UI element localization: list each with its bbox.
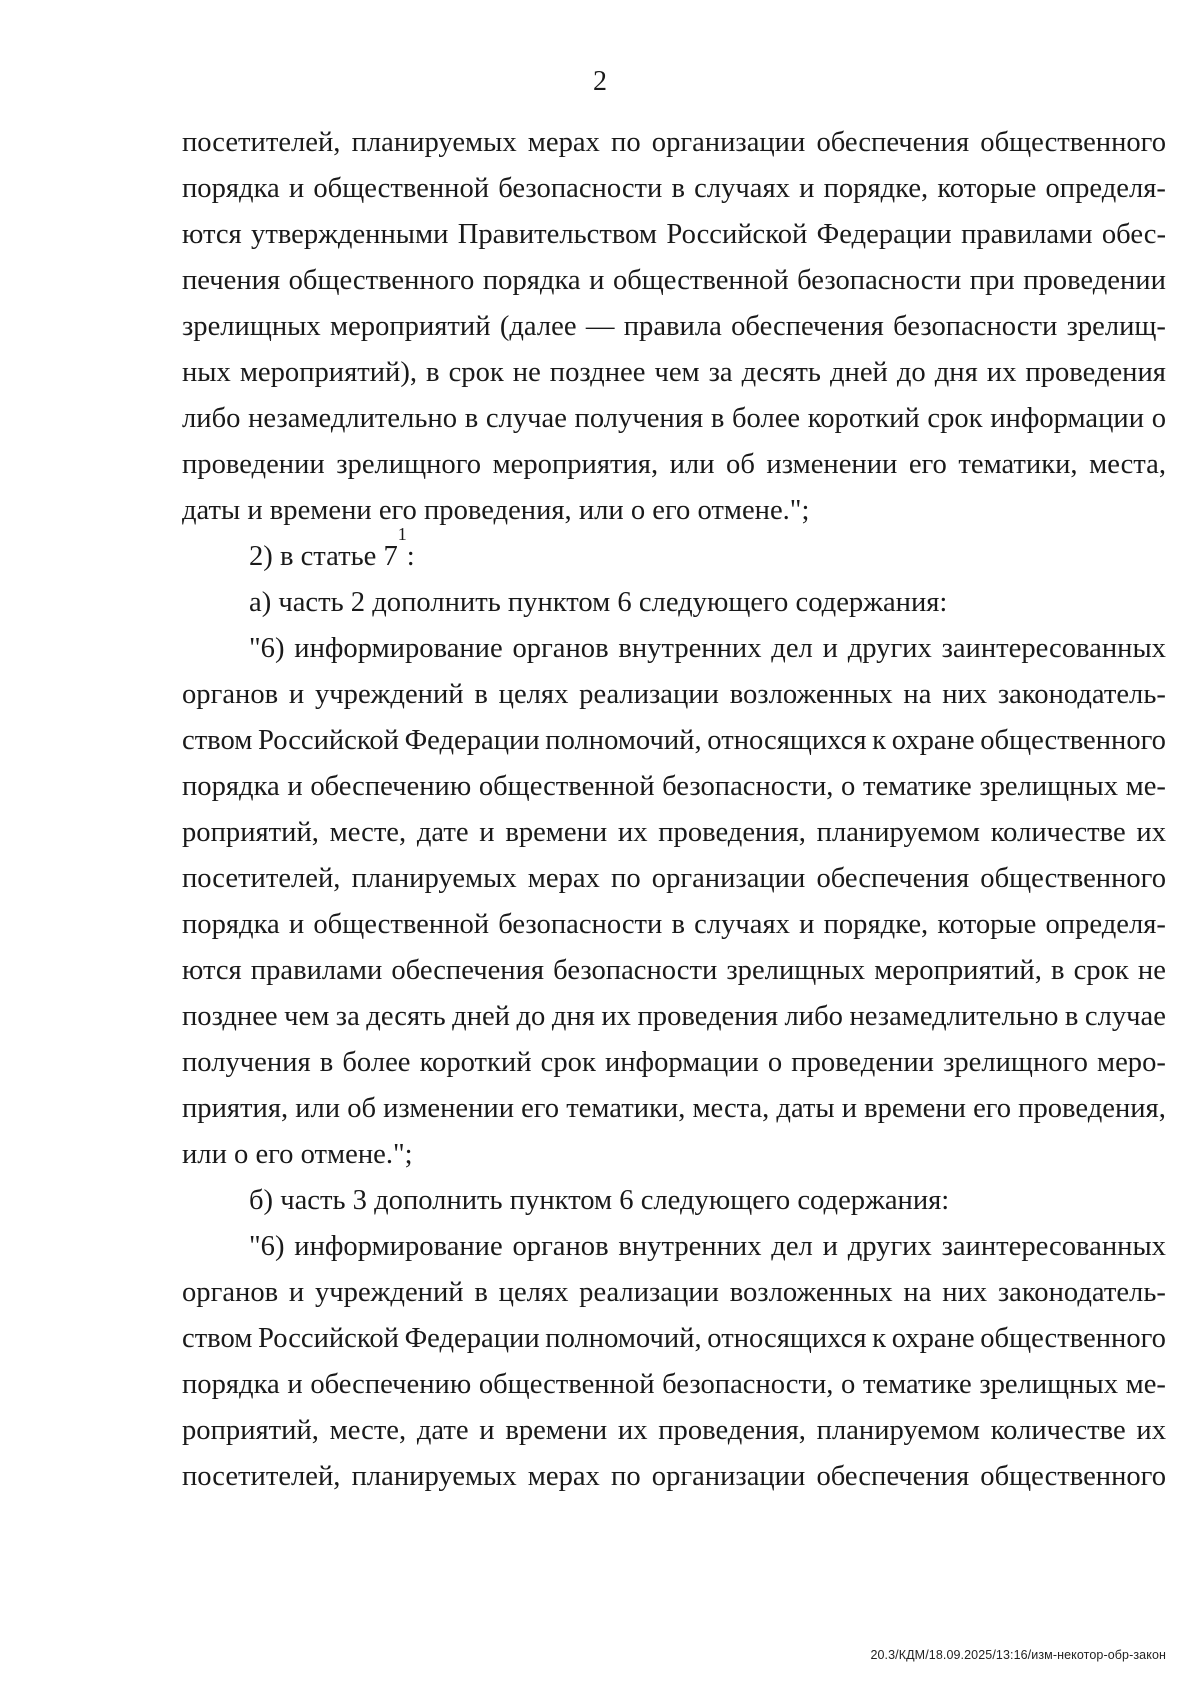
- text-line: или о его отмене.";: [182, 1139, 413, 1170]
- text-line: ных мероприятий), в срок не позднее чем за десять дней до дня их проведения: [182, 357, 1166, 388]
- text-line: порядка и общественной безопасности в случаях и порядке, которые определя-: [182, 909, 1166, 940]
- footer-document-code: 20.3/КДМ/18.09.2025/13:16/изм-некотор-обр-закон: [870, 1648, 1166, 1662]
- text-line: ются правилами обеспечения безопасности зрелищных мероприятий, в срок не: [182, 955, 1166, 986]
- text-line: даты и времени его проведения, или о его отмене.";: [182, 495, 810, 526]
- paragraph: [182, 580, 1166, 626]
- text-line: роприятий, месте, дате и времени их проведения, планируемом количестве их: [182, 1415, 1166, 1446]
- text-line: получения в более короткий срок информации о проведении зрелищного меро-: [182, 1047, 1166, 1078]
- text-line: ством Российской Федерации полномочий, относящихся к охране общественного: [182, 725, 1166, 756]
- text-line: а) часть 2 дополнить пунктом 6 следующего содержания:: [249, 587, 948, 618]
- paragraph: [182, 524, 1166, 580]
- text-line: "6) информирование органов внутренних дел и других заинтересованных: [249, 633, 1166, 664]
- text-line: порядка и обеспечению общественной безопасности, о тематике зрелищных ме-: [182, 771, 1166, 802]
- text-line: проведении зрелищного мероприятия, или об изменении его тематики, места,: [182, 449, 1166, 480]
- text-line: посетителей, планируемых мерах по организации обеспечения общественного: [182, 127, 1166, 158]
- paragraph: [182, 1178, 1166, 1224]
- text-line: посетителей, планируемых мерах по организации обеспечения общественного: [182, 1461, 1166, 1492]
- paragraph: [182, 1224, 1166, 1500]
- document-body: [182, 120, 1166, 1500]
- text-line: б) часть 3 дополнить пунктом 6 следующего содержания:: [249, 1185, 950, 1216]
- text-line: посетителей, планируемых мерах по организации обеспечения общественного: [182, 863, 1166, 894]
- text-line: роприятий, месте, дате и времени их проведения, планируемом количестве их: [182, 817, 1166, 848]
- text-line: приятия, или об изменении его тематики, места, даты и времени его проведения,: [182, 1093, 1166, 1124]
- text-line: "6) информирование органов внутренних дел и других заинтересованных: [249, 1231, 1166, 1262]
- text-line: позднее чем за десять дней до дня их проведения либо незамедлительно в случае: [182, 1001, 1166, 1032]
- page-number: 2: [593, 66, 607, 97]
- text-line: 2) в статье 7 1 :: [182, 534, 1166, 580]
- text-line: органов и учреждений в целях реализации возложенных на них законодатель-: [182, 679, 1166, 710]
- text-line: органов и учреждений в целях реализации возложенных на них законодатель-: [182, 1277, 1166, 1308]
- text-line: ством Российской Федерации полномочий, относящихся к охране общественного: [182, 1323, 1166, 1354]
- paragraph: [182, 626, 1166, 1178]
- text-line: порядка и общественной безопасности в случаях и порядке, которые определя-: [182, 173, 1166, 204]
- text-line: печения общественного порядка и общественной безопасности при проведении: [182, 265, 1166, 296]
- text-line: зрелищных мероприятий (далее — правила обеспечения безопасности зрелищ-: [182, 311, 1166, 342]
- paragraph: [182, 120, 1166, 534]
- superscript: 1: [397, 524, 407, 544]
- text-line: порядка и обеспечению общественной безопасности, о тематике зрелищных ме-: [182, 1369, 1166, 1400]
- text-line: ются утвержденными Правительством Российской Федерации правилами обес-: [182, 219, 1166, 250]
- text-line: либо незамедлительно в случае получения в более короткий срок информации о: [182, 403, 1166, 434]
